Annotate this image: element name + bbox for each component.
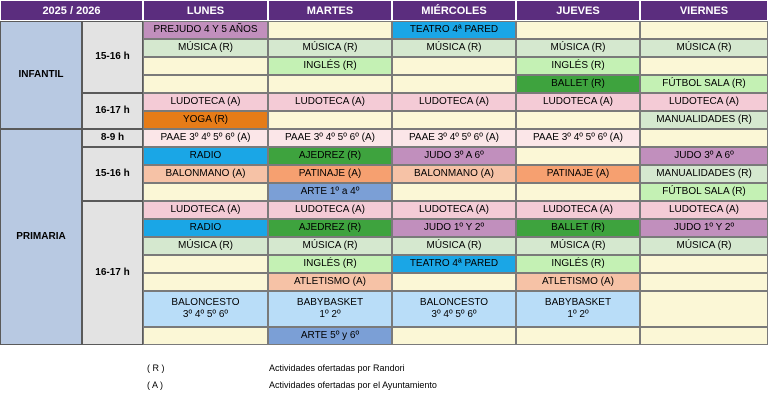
level-primaria — [0, 129, 82, 345]
activity-musica — [516, 39, 640, 57]
header-wednesday — [392, 0, 516, 21]
activity-label: PAAE 3º 4º 5º 6º (A) — [284, 132, 375, 143]
empty-cell — [516, 183, 640, 201]
activity-musica — [143, 237, 268, 255]
activity-manualidades — [640, 111, 768, 129]
empty-cell — [640, 255, 768, 273]
activity-label: LUDOTECA (A) — [542, 96, 613, 107]
activity-label: FÚTBOL SALA (R) — [662, 78, 746, 89]
level-label: INFANTIL — [18, 69, 64, 80]
activity-radio — [143, 219, 268, 237]
time-label: 15-16 h — [95, 51, 130, 62]
activity-label: INGLÉS (R) — [551, 60, 605, 71]
time-primaria-16-17 — [82, 201, 143, 345]
activity-manualidades — [640, 165, 768, 183]
activity-label: PATINAJE (A) — [546, 168, 610, 179]
legend-text-ayuntamiento: Actividades ofertadas por el Ayuntamiento — [269, 380, 437, 390]
activity-ajedrez — [268, 147, 392, 165]
activity-label: PAAE 3º 4º 5º 6º (A) — [160, 132, 251, 143]
activity-judo-3-6 — [392, 147, 516, 165]
activity-ludoteca — [268, 201, 392, 219]
activity-babybasket — [268, 291, 392, 327]
activity-label: LUDOTECA (A) — [668, 204, 739, 215]
empty-cell — [640, 129, 768, 147]
activity-judo-1-2 — [640, 219, 768, 237]
empty-cell — [143, 57, 268, 75]
activity-label: BABYBASKET — [296, 297, 364, 308]
empty-cell — [640, 291, 768, 327]
empty-cell — [392, 273, 516, 291]
time-label: 15-16 h — [95, 168, 130, 179]
activity-label: BALONMANO (A) — [413, 168, 494, 179]
activity-arte-1-4 — [268, 183, 392, 201]
activity-patinaje — [516, 165, 640, 183]
empty-cell — [392, 75, 516, 93]
activity-ludoteca — [143, 201, 268, 219]
empty-cell — [143, 183, 268, 201]
activity-label: ARTE 1º a 4º — [300, 186, 360, 197]
legend-code-randori: ( R ) — [147, 363, 165, 373]
activity-label: BALONCESTO — [419, 297, 489, 308]
header-tuesday — [268, 0, 392, 21]
empty-cell — [516, 111, 640, 129]
activity-baloncesto — [392, 291, 516, 327]
activity-balonmano — [143, 165, 268, 183]
activity-label: MÚSICA (R) — [426, 42, 482, 53]
activity-label: FÚTBOL SALA (R) — [662, 186, 746, 197]
activity-label: RADIO — [189, 150, 222, 161]
activity-label: AJEDREZ (R) — [298, 150, 362, 161]
activity-yoga — [143, 111, 268, 129]
school-year-label: 2025 / 2026 — [42, 4, 101, 17]
activity-label: MÚSICA (R) — [302, 240, 358, 251]
activity-label: LUDOTECA (A) — [170, 204, 241, 215]
activity-radio — [143, 147, 268, 165]
activity-label: INGLÉS (R) — [551, 258, 605, 269]
activity-label: MÚSICA (R) — [550, 240, 606, 251]
activity-label: PREJUDO 4 Y 5 AÑOS — [153, 24, 258, 35]
day-label: MARTES — [306, 4, 354, 17]
empty-cell — [143, 327, 268, 345]
empty-cell — [516, 147, 640, 165]
empty-cell — [143, 255, 268, 273]
activity-ludoteca — [143, 93, 268, 111]
empty-cell — [640, 273, 768, 291]
activity-label: MANUALIDADES (R) — [656, 114, 752, 125]
activity-label: BALONCESTO — [171, 297, 240, 308]
activity-atletismo — [268, 273, 392, 291]
activity-label: MANUALIDADES (R) — [656, 168, 752, 179]
activity-label: ATLETISMO (A) — [293, 276, 367, 287]
activity-ingles — [516, 57, 640, 75]
activity-label: PAAE 3º 4º 5º 6º (A) — [532, 132, 623, 143]
activity-label: PAAE 3º 4º 5º 6º (A) — [408, 132, 499, 143]
activity-label: BALONMANO (A) — [165, 168, 246, 179]
activity-label: MÚSICA (R) — [178, 240, 233, 251]
day-label: MIÉRCOLES — [421, 4, 487, 17]
activity-label: PATINAJE (A) — [298, 168, 362, 179]
time-label: 16-17 h — [95, 105, 130, 116]
activity-balonmano — [392, 165, 516, 183]
activity-label: MÚSICA (R) — [550, 42, 606, 53]
activity-grades: 1º 2º — [567, 309, 589, 320]
activity-label: ARTE 5º y 6º — [300, 330, 360, 341]
empty-cell — [268, 21, 392, 39]
level-infantil — [0, 21, 82, 129]
activity-ajedrez — [268, 219, 392, 237]
time-infantil-16-17 — [82, 93, 143, 129]
activity-judo-1-2 — [392, 219, 516, 237]
activity-patinaje — [268, 165, 392, 183]
activity-musica — [143, 39, 268, 57]
activity-ludoteca — [392, 201, 516, 219]
activity-teatro — [392, 255, 516, 273]
empty-cell — [392, 57, 516, 75]
activity-ballet — [516, 75, 640, 93]
activity-label: MÚSICA (R) — [178, 42, 233, 53]
activity-label: BALLET (R) — [551, 222, 605, 233]
activity-label: JUDO 3º A 6º — [424, 150, 484, 161]
activity-ludoteca — [268, 93, 392, 111]
activity-label: MÚSICA (R) — [676, 240, 732, 251]
activity-grades: 3º 4º 5º 6º — [182, 309, 229, 320]
activity-babybasket — [516, 291, 640, 327]
activity-futbol — [640, 183, 768, 201]
activity-label: INGLÉS (R) — [303, 60, 357, 71]
activity-prejudo — [143, 21, 268, 39]
activity-musica — [392, 237, 516, 255]
legend-text-randori: Actividades ofertadas por Randori — [269, 363, 405, 373]
level-label: PRIMARIA — [16, 231, 66, 242]
activity-paae — [516, 129, 640, 147]
activity-musica — [640, 237, 768, 255]
activity-ludoteca — [640, 201, 768, 219]
header-friday — [640, 0, 768, 21]
activity-label: JUDO 3º A 6º — [674, 150, 734, 161]
activity-label: JUDO 1º Y 2º — [673, 222, 735, 233]
activity-musica — [268, 237, 392, 255]
activity-baloncesto — [143, 291, 268, 327]
activity-label: ATLETISMO (A) — [541, 276, 615, 287]
activity-label: LUDOTECA (A) — [542, 204, 613, 215]
activity-label: TEATRO 4ª PARED — [409, 24, 499, 35]
activity-label: LUDOTECA (A) — [294, 204, 365, 215]
activity-ludoteca — [392, 93, 516, 111]
activity-ingles — [268, 57, 392, 75]
activity-grades: 3º 4º 5º 6º — [431, 309, 477, 320]
day-label: VIERNES — [679, 4, 729, 17]
empty-cell — [392, 183, 516, 201]
activity-label: MÚSICA (R) — [426, 240, 482, 251]
activity-label: BABYBASKET — [544, 297, 612, 308]
legend-code-ayuntamiento: ( A ) — [147, 380, 164, 390]
activity-label: BALLET (R) — [551, 78, 605, 89]
empty-cell — [143, 75, 268, 93]
empty-cell — [392, 327, 516, 345]
activity-label: TEATRO 4ª PARED — [409, 258, 499, 269]
activity-ballet — [516, 219, 640, 237]
header-thursday — [516, 0, 640, 21]
activity-ludoteca — [516, 201, 640, 219]
time-infantil-15-16 — [82, 21, 143, 93]
time-primaria-8-9 — [82, 129, 143, 147]
activity-label: LUDOTECA (A) — [418, 96, 489, 107]
school-year-header — [0, 0, 143, 21]
activity-label: MÚSICA (R) — [302, 42, 358, 53]
activity-paae — [143, 129, 268, 147]
activity-arte-5-6 — [268, 327, 392, 345]
activity-label: JUDO 1º Y 2º — [423, 222, 485, 233]
activity-label: AJEDREZ (R) — [298, 222, 362, 233]
activity-label: LUDOTECA (A) — [170, 96, 241, 107]
time-label: 8-9 h — [100, 132, 125, 143]
activity-atletismo — [516, 273, 640, 291]
activity-label: MÚSICA (R) — [676, 42, 732, 53]
activity-label: LUDOTECA (A) — [418, 204, 489, 215]
activity-label: LUDOTECA (A) — [668, 96, 739, 107]
activity-label: YOGA (R) — [182, 114, 228, 125]
day-label: JUEVES — [556, 4, 600, 17]
activity-ingles — [516, 255, 640, 273]
empty-cell — [268, 111, 392, 129]
empty-cell — [143, 273, 268, 291]
activity-ludoteca — [640, 93, 768, 111]
activity-judo-3-6 — [640, 147, 768, 165]
activity-paae — [392, 129, 516, 147]
empty-cell — [640, 57, 768, 75]
activity-label: INGLÉS (R) — [303, 258, 357, 269]
time-primaria-15-16 — [82, 147, 143, 201]
activity-label: LUDOTECA (A) — [294, 96, 365, 107]
empty-cell — [516, 21, 640, 39]
activity-ingles — [268, 255, 392, 273]
time-label: 16-17 h — [95, 267, 130, 278]
empty-cell — [640, 327, 768, 345]
activity-paae — [268, 129, 392, 147]
empty-cell — [640, 21, 768, 39]
activity-teatro — [392, 21, 516, 39]
activity-label: RADIO — [189, 222, 222, 233]
activity-musica — [392, 39, 516, 57]
activity-grades: 1º 2º — [319, 309, 341, 320]
activity-futbol — [640, 75, 768, 93]
empty-cell — [392, 111, 516, 129]
activity-musica — [268, 39, 392, 57]
header-monday — [143, 0, 268, 21]
empty-cell — [268, 75, 392, 93]
empty-cell — [516, 327, 640, 345]
activity-musica — [640, 39, 768, 57]
activity-musica — [516, 237, 640, 255]
day-label: LUNES — [186, 4, 225, 17]
activity-ludoteca — [516, 93, 640, 111]
